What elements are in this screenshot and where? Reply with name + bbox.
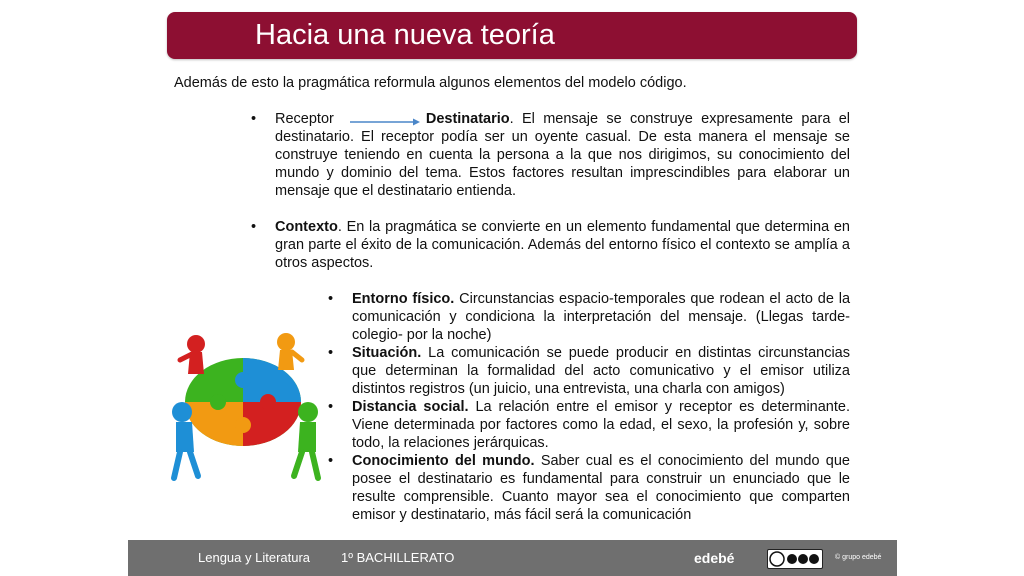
puzzle-people-illustration (168, 330, 328, 490)
bullet-symbol: • (328, 345, 334, 361)
intro-paragraph: Además de esto la pragmática reformula algunos elementos del modelo código. (174, 75, 687, 91)
term-contexto: Contexto (275, 219, 338, 235)
sub-bullet-term: Conocimiento del mundo. (352, 453, 535, 469)
footer-copyright: © grupo edebé (835, 554, 882, 561)
title-bar (167, 12, 857, 59)
receptor-text: . El mensaje se construye expresamente para el destinatario. El receptor podía ser un oyente casual. De esta manera el mensaje se construye teniendo en cuenta la persona a la que nos dirigimos, su conocimiento del mundo y dominio del tema. Estos factores resultan imprescindibles para elaborar un mensaje que el destinatario entienda. (275, 111, 850, 199)
sub-bullet-term: Situación. (352, 345, 422, 361)
creative-commons-icon (767, 549, 823, 569)
sub-bullet-text: La relación entre el emisor y receptor es determinante. Viene determinada por factores como la edad, el sexo, la profesión y, sobre todo, la relaciones jerárquicas. (352, 399, 850, 451)
sub-bullet-text: Saber cual es el conocimiento del mundo que posee el destinatario es fundamental para construir un enunciado que le resulte comprensible. Cuanto mayor sea el conocimiento que comparten emisor y destinatario, más fácil será la comunicación (352, 453, 850, 523)
sub-bullet-distancia (328, 398, 850, 452)
sub-bullet-text: Circunstancias espacio-temporales que rodean el acto de la comunicación y condiciona la interpretación del mensaje. (Llegas tarde-colegio- por la noche) (352, 291, 851, 343)
term-receptor: Receptor (275, 111, 334, 127)
bullet-symbol: • (328, 291, 334, 307)
sub-bullet-entorno (328, 290, 851, 344)
page-title: Hacia una nueva teoría (255, 19, 555, 51)
sub-bullet-term: Entorno físico. (352, 291, 455, 307)
bullet-receptor (251, 110, 850, 200)
footer-level: 1º BACHILLERATO (341, 550, 455, 565)
sub-bullet-text: La comunicación se puede producir en distintas circunstancias que determinan la formalidad del acto comunicativo y el emisor utiliza distintos registros (un juicio, una entrevista, una charla con amigos) (352, 345, 850, 397)
footer-course: Lengua y Literatura (198, 550, 311, 565)
bullet-contexto (251, 218, 850, 272)
arrow-right-icon (350, 114, 420, 124)
term-destinatario: Destinatario (425, 111, 510, 127)
bullet-symbol: • (251, 219, 257, 235)
bullet-symbol: • (251, 111, 257, 127)
sub-bullet-term: Distancia social. (352, 399, 469, 415)
sub-bullet-situacion (328, 344, 850, 398)
sub-bullet-conocimiento (328, 452, 850, 524)
bullet-symbol: • (328, 453, 334, 469)
bullet-symbol: • (328, 399, 334, 415)
footer-brand-logo: edebé (694, 550, 735, 566)
footer-bar (128, 540, 897, 576)
contexto-text: . En la pragmática se convierte en un elemento fundamental que determina en gran parte el éxito de la comunicación. Además del entorno físico el contexto se amplía a otros aspectos. (275, 219, 850, 271)
